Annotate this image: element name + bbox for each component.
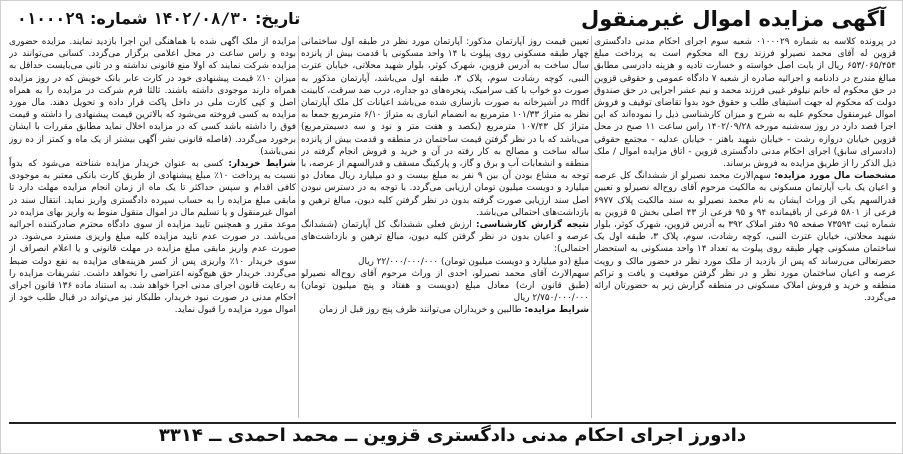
footer-divider [9, 422, 896, 424]
buyer-text: کسی به عنوان خریدار مزایده شناخته می‌شود که بدواً نسبت به پرداخت ۱۰٪ مبلغ پیشنهادی از طریق کارت بانکی معتبر به موجودی کافی اقدام و سپس حداکثر تا یک ماه از زمان انجام مزایده مهلت دارد تا مابقی مبلغ مزایده را به حساب سپرده دادگستری واریز نماید. انتقال سند در اموال غیرمنقول و یا تسلیم مال در اموال منقول منوط به واریز بهای مزایده در موعد مقرر و همچنین تایید مزایده از سوی دادگاه محترم صادرکننده اجرائیه می‌باشد. در صورت عدم تایید مزایده کلیه مبلغ واریزی مسترد می‌شود. در صورت عدم واریز مابقی مبلغ مزایده در مهلت قانونی و یا اعلام انصراف از سوی خریدار ۱۰٪ واریزی پس از کسر هزینه‌های مزایده به نفع دولت ضبط می‌گردد. خریدار حق هیچ‌گونه اعتراضی را نخواهد داشت. تشریفات مزایده را به رعایت قانون اجرای مدنی اجرا خواهد شد. به استناد ماده ۱۳۶ قانون اجرای احکام مدنی در صورت نبود خریدار، طلبکار نیز می‌تواند در قبال طلب خود از اموال مورد مزایده را قبول نماید. [9, 159, 296, 316]
spec-label: مشخصات مال مورد مزایده: [774, 171, 896, 182]
result-text: ارزش فعلی ششدانگ کل آپارتمان (ششدانگ عرصه و اعیان بدون در نظر گرفتن کلیه دیون، مبالغ ترهین و بازداشت‌های احتمالی): [301, 220, 589, 255]
amount-line: مبلغ (دو میلیارد و دویست میلیون تومان) ۲۲/۰۰۰/۰۰۰/۰۰۰ ریال [358, 256, 589, 267]
column-divider [591, 36, 592, 418]
buyer-label: شرایط خریدار: [228, 159, 296, 170]
notice-meta [17, 9, 300, 28]
auction-rules-paragraph: مزایده از ملک آگهی شده با هماهنگی این اجرا بازدید نمایند. مزایده حضوری بوده و راس ساعت در محل اعلامی برگزار می‌گردد. کسانی می‌توانند در مزایده شرکت نمایند که اولا منع قانونی نداشته و در ثانی می‌بایست حداقل به میزان ۱۰٪ قیمت پیشنهادی خود در کارت عابر بانک خویش که در روز مزایده همراه دارند موجودی داشته باشند. ثالثا فرم شرکت در مزایده را به همراه اصل و کپی کارت ملی در داخل پاکت قرار داده و تحویل دهند. مال مورد مزایده به کسی فروخته می‌شود که بالاترین قیمت پیشنهادی را داشته و قیمت فوق را داشته باشد کسی که در مزایده اخلال نماید مطابق مقررات با ایشان برخورد می‌گردد. (فاصله قانونی نشر آگهی بیشتر از یک ماه و کمتر از ده روز نمی‌باشد) [9, 37, 296, 157]
share-paragraph: سهم‌الارث آقای محمد نصیرلو، احدی از وراث مرحوم آقای روح‌اله نصیرلو (طبق قانون ارث) معادل مبلغ (دویست و هفتاد و پنج میلیون تومان) ۲/۷۵۰/۰۰۰/۰۰۰ ریال [301, 268, 589, 304]
result-paragraph [301, 219, 589, 256]
spec-text: سهم‌الارث محمد نصیرلو از ششدانگ کل عرصه و اعیان یک باب آپارتمان مسکونی به مالکیت مرحوم آقای روح‌اله نصیرلو و تعیین قدرالسهم یکی از وراث ایشان به نام محمد نصیرلو به سند مالکیت پلاک ۶۹۷۷ فرعی از ۵۸۰۱ فرعی از باقیمانده ۹۴ و ۹۵ فرعی از ۴۳ اصلی بخش ۵ قزوین به شماره ثبت ۷۳۵۹۴ صفحه ۹۵ دفتر املاک ۳۹۲ به آدرس قزوین، شهرک کوثر، بلوار شهید محلاتی، خیابان عترت النبی، کوچه رشادت، سوم، پلاک ۳، طبقه اول یک ساختمان مسکونی چهار طبقه روی پیلوت به تعداد ۱۴ واحد مسکونی به استحضار حضرتعالی می‌رساند که پس از بازدید از ملک مورد نظر در حضور مالک و رویت عرصه و اعیان ساختمان مورد نظر و در نظر گرفتن موقعیت و یافت و تراکم منطقه و خرید و فروش املاک مسکونی در منطقه گزارش زیر به حضورتان ارائه می‌گردد. [594, 171, 896, 304]
result-label: نتیجه گزارش کارشناسی: [476, 220, 589, 231]
body-columns [9, 36, 896, 418]
number-label: شماره: [90, 9, 148, 28]
conditions-label: شرایط مزایده: [524, 305, 589, 316]
column-divider [298, 36, 299, 418]
signature-footer: دادورز اجرای احکام مدنی دادگستری قزوین ــ محمد احمدی ــ ۳۳۱۴ [158, 425, 747, 446]
column-left [9, 36, 296, 418]
conditions-paragraph [301, 304, 589, 316]
number-value: ۰۱۰۰۰۲۹ [17, 9, 85, 28]
date-value: ۱۴۰۲/۰۸/۳۰ [153, 9, 250, 28]
column-middle [301, 36, 589, 418]
header [11, 7, 894, 33]
buyer-paragraph [9, 158, 296, 317]
valuation-paragraph: تعیین قیمت روز آپارتمان مذکور: آپارتمان مورد نظر در طبقه اول ساختمانی چهار طبقه مسکونی روی پیلوت با ۱۴ واحد مسکونی با قدمت بیش از پانزده سال ساخت به آدرس قزوین، شهرک کوثر، بلوار شهید محلاتی، خیابان عترت النبی، کوچه رشادت سوم، پلاک ۳، طبقه اول می‌باشد، آپارتمان مذکور به صورت دو خواب با کف سرامیک، پنجره‌های دو جداره، درب ضد سرقت، کابینت mdf در آشپزخانه به صورت بازسازی شده می‌باشد اعیانات کل ملک آپارتمان نظر به متراژ ۱۰۱/۳۳ مترمربع به انضمام انباری به متراژ ۶/۱۰ مترمربع جمعا به متراژ کل ۱۰۷/۴۳ مترمربع (یکصد و هفت متر و نود و سه دسیمترمربع) می‌باشد که با در نظر گرفتن قیمت ساختمان در منطقه و قدمت بیش از پانزده ساله ساخت و مصالح به کار رفته در آن و خرید و فروش انجام گرفته در منطقه و انشعابات آب و برق و گاز، و پارکینگ مسقف و قدرالسهم از عرصه، با توجه به مشاع بودن آن بین ۹ نفر به مبلغ بیست و دو میلیارد ریال معادل دو میلیارد و دویست میلیون تومان ارزیابی می‌گردد. با توجه به در دسترس نبودن اصل سند ارزیابی صورت گرفته بدون در نظر گرفتن کلیه دیون، مبالغ ترهین و بازداشت‌های احتمالی می‌باشد. [301, 37, 589, 218]
conditions-text: طالبین و خریداران می‌توانند ظرف پنج روز قبل از زمان [319, 305, 522, 316]
page-title: آگهی مزایده اموال غیرمنقول [581, 7, 886, 31]
column-right [594, 36, 896, 418]
intro-paragraph: در پرونده کلاسه به شماره ۰۱۰۰۰۲۹ شعبه سوم اجرای احکام مدنی دادگستری قزوین له آقای محمد نصیرلو فرزند روح اله محکوم است به پرداخت مبلغ ۶۵۳/۰۶۵/۴۵۴ ریال از بابت اصل خواسته و خسارت تادیه و هزینه دادرسی مطابق مبالغ مندرج در دادنامه و اجرائیه صادره از شعبه ۷ دادگاه عمومی و حقوقی قزوین در حق محکوم له خانم نیلوفر غیبی فرزند محمد و نیم عشر اجرایی در حق صندوق دولت که محکوم له جهت استیفای طلب و حقوق خود بدوا تقاضای توقیف و فروش اموال غیرمنقول محکوم علیه به شرح و میزان کارشناسی ذیل را نموده‌اند که این اجرا قصد دارد در روز سه‌شنبه مورخه ۱۴۰۲/۰۹/۲۸ راس ساعت ۱۱ صبح در محل قزوین خیابان دروازه رشت - خیابان شهید باهنر - خیابان عدلیه - مجتمع حقوقی (دادسرای سابق) اجرای احکام مدنی دادگستری قزوین - اتاق مزایده اموال / ملک ذیل الذکر را از طریق مزایده به فروش برساند. [594, 37, 896, 170]
spec-paragraph [594, 170, 896, 304]
date-label: تاریخ: [255, 9, 301, 28]
